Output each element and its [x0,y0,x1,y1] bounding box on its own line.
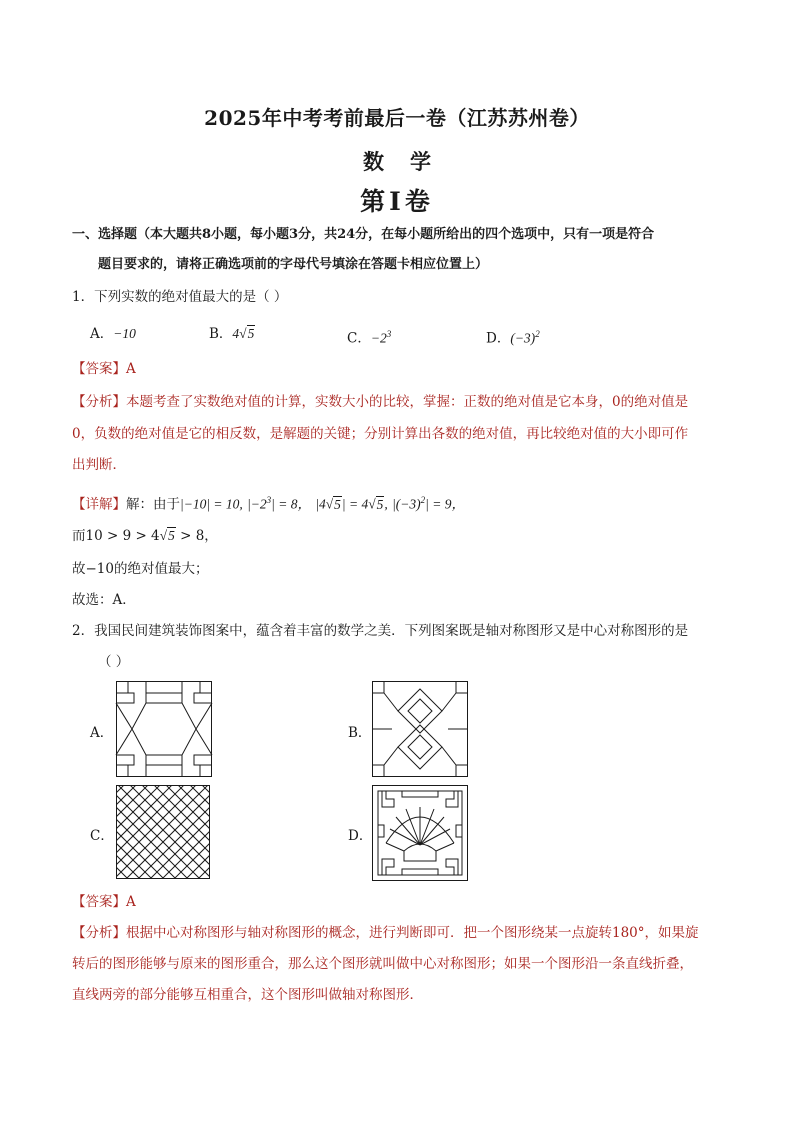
q2-option-c-label: C． [90,828,114,844]
q1-analysis-line3: 出判断． [72,457,126,473]
section-instructions-line2: 题目要求的，请将正确选项前的字母代号填涂在答题卡相应位置上） [98,257,489,272]
q2-option-d-label: D． [348,828,373,844]
section-instructions-line1: 一、选择题（本大题共8小题，每小题3分，共24分，在每小题所给出的四个选项中，只有一项是符合 [72,227,655,242]
exam-volume: 第I卷 [360,187,434,216]
q1-option-c: C．$-2^3$ [347,329,392,347]
q2-figure-d-fan [372,785,468,881]
q1-option-d: D．$(-3)^2$ [486,329,540,347]
q2-figure-b-interlock [372,681,468,777]
exam-title: 2025年中考考前最后一卷（江苏苏州卷） [204,106,590,130]
exam-subject: 数学 [363,149,457,174]
q2-analysis-line1: 【分析】根据中心对称图形与轴对称图形的概念，进行判断即可．把一个图形绕某一点旋转180°，如果旋 [72,925,699,941]
q2-figure-a-hexagon [116,681,212,777]
q2-stem-line2: （ ） [98,654,130,670]
q1-answer: 【答案】A [72,361,136,377]
q2-option-a-label: A． [90,725,114,741]
q1-analysis-line1: 【分析】本题考查了实数绝对值的计算，实数大小的比较，掌握：正数的绝对值是它本身，0的绝对值是 [72,394,689,410]
q1-stem: 1．下列实数的绝对值最大的是（ ） [72,289,288,305]
q1-option-a: A．−10 [90,326,136,342]
q2-analysis-line2: 转后的图形能够与原来的图形重合，那么这个图形就叫做中心对称图形；如果一个图形沿一条直线折叠， [72,956,693,972]
q1-detail-line1: 【详解】解：由于|−10| = 10, $|-2^3| = 8$， |4√5| = 4√5, $|(-3)^2| = 9$， [72,495,465,513]
q1-option-b: B．4√5 [209,326,255,342]
q2-option-b-label: B． [348,725,372,741]
q2-stem-line1: 2．我国民间建筑装饰图案中，蕴含着丰富的数学之美．下列图案既是轴对称图形又是中心对称图形的是 [72,623,689,639]
q2-figure-c-weave [116,785,210,879]
q1-conclusion: 故选：A． [72,592,136,608]
q1-detail-line3: 故−10的绝对值最大； [72,561,209,577]
q1-detail-line2: 而10 > 9 > 4√5 > 8， [72,528,218,544]
q1-analysis-line2: 0，负数的绝对值是它的相反数，是解题的关键；分别计算出各数的绝对值，再比较绝对值的大小即可作 [72,426,689,442]
q2-analysis-line3: 直线两旁的部分能够互相重合，这个图形叫做轴对称图形． [72,987,423,1003]
q2-answer: 【答案】A [72,894,136,910]
